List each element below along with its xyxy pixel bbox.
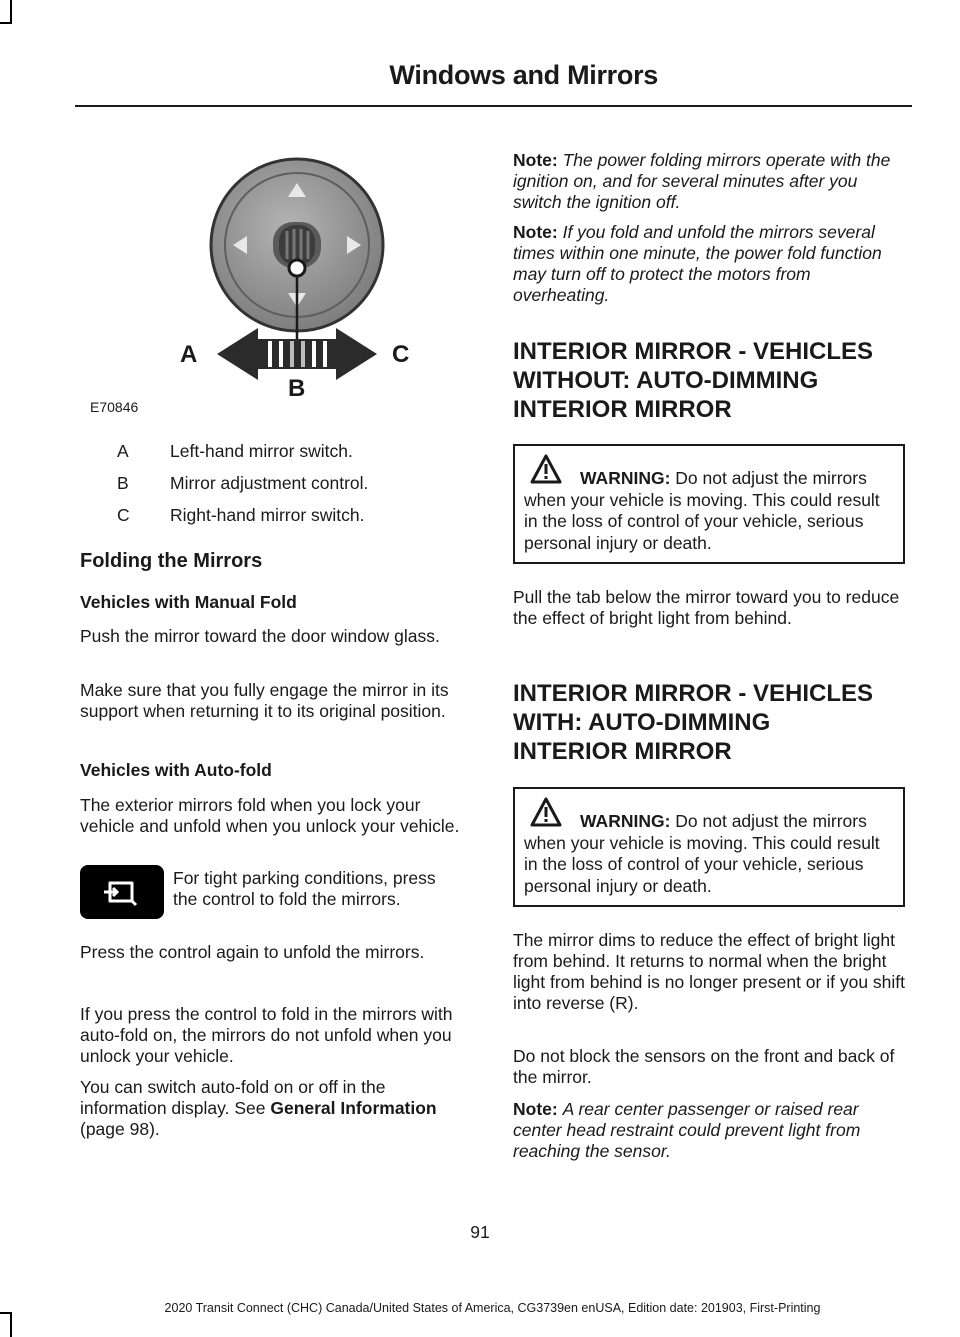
manual-fold-paragraph: Push the mirror toward the door window glass. xyxy=(80,626,440,646)
warning-icon xyxy=(530,454,576,486)
auto-fold-paragraph: Press the control again to unfold the mirrors. xyxy=(80,942,425,962)
fold-control-text: For tight parking conditions, press the control to fold the mirrors. xyxy=(173,868,436,909)
warning-text: WARNING: Do not adjust the mirrors when your vehicle is moving. This could result in the loss of control of your vehicle, serious personal injury or death. xyxy=(524,797,895,897)
legend-key: B xyxy=(117,473,129,493)
section-heading: INTERIOR MIRROR - VEHICLES WITHOUT: AUTO-DIMMING INTERIOR MIRROR xyxy=(513,338,874,423)
note-paragraph: Note: If you fold and unfold the mirrors several times within one minute, the power fold function may turn off to protect the motors from overheating. xyxy=(513,222,882,305)
cross-reference-link[interactable]: General Information xyxy=(270,1098,437,1118)
legend-key: A xyxy=(117,441,129,461)
body-paragraph: Do not block the sensors on the front and back of the mirror. xyxy=(513,1046,895,1087)
right-fold-arrow-icon xyxy=(336,328,377,380)
warning-box xyxy=(513,787,905,907)
legend-key: C xyxy=(117,505,130,525)
legend-text: Right-hand mirror switch. xyxy=(170,505,365,525)
body-paragraph: The mirror dims to reduce the effect of bright light from behind. It returns to normal when the bright light from behind is no longer present or if you shift into reverse (R). xyxy=(513,930,906,1013)
crop-mark xyxy=(10,1312,12,1337)
legend-text: Mirror adjustment control. xyxy=(170,473,369,493)
mirror-fold-icon xyxy=(80,865,164,919)
page-footer: 2020 Transit Connect (CHC) Canada/United States of America, CG3739en enUSA, Edition date: 201903, First-Printing xyxy=(164,1301,821,1315)
figure-label-b: B xyxy=(288,375,306,402)
note-paragraph: Note: A rear center passenger or raised rear center head restraint could prevent light from reaching the sensor. xyxy=(513,1099,861,1161)
auto-fold-paragraph: You can switch auto-fold on or off in the information display. See General Information (page 98). xyxy=(80,1077,437,1139)
crop-mark xyxy=(10,0,12,22)
mirror-switch-illustration xyxy=(80,125,475,420)
manual-fold-paragraph: Make sure that you fully engage the mirror in its support when returning it to its original position. xyxy=(80,680,449,721)
legend-text: Left-hand mirror switch. xyxy=(170,441,353,461)
auto-fold-heading: Vehicles with Auto-fold xyxy=(80,760,272,780)
figure-code: E70846 xyxy=(90,399,139,415)
mirror-control-figure xyxy=(80,125,475,420)
page-number: 91 xyxy=(470,1222,490,1242)
callout-point xyxy=(289,260,305,276)
warning-icon xyxy=(530,797,576,829)
body-paragraph: Pull the tab below the mirror toward you to reduce the effect of bright light from behind. xyxy=(513,587,900,628)
auto-fold-paragraph: If you press the control to fold in the mirrors with auto-fold on, the mirrors do not unfold when you unlock your vehicle. xyxy=(80,1004,453,1066)
folding-heading: Folding the Mirrors xyxy=(80,550,263,572)
warning-text: WARNING: Do not adjust the mirrors when your vehicle is moving. This could result in the loss of control of your vehicle, serious personal injury or death. xyxy=(524,454,895,554)
manual-fold-heading: Vehicles with Manual Fold xyxy=(80,592,297,612)
left-fold-arrow-icon xyxy=(217,328,258,380)
header-divider xyxy=(75,105,912,107)
page-header-title: Windows and Mirrors xyxy=(389,60,658,90)
warning-box xyxy=(513,444,905,564)
fold-control-button xyxy=(80,865,164,919)
crop-mark xyxy=(0,22,12,24)
note-paragraph: Note: The power folding mirrors operate with the ignition on, and for several minutes after you switch the ignition off. xyxy=(513,150,891,212)
section-heading: INTERIOR MIRROR - VEHICLES WITH: AUTO-DIMMING INTERIOR MIRROR xyxy=(513,680,874,765)
figure-label-a: A xyxy=(180,341,198,368)
figure-label-c: C xyxy=(392,341,410,368)
auto-fold-paragraph: The exterior mirrors fold when you lock your vehicle and unfold when you unlock your vehicle. xyxy=(80,795,460,836)
